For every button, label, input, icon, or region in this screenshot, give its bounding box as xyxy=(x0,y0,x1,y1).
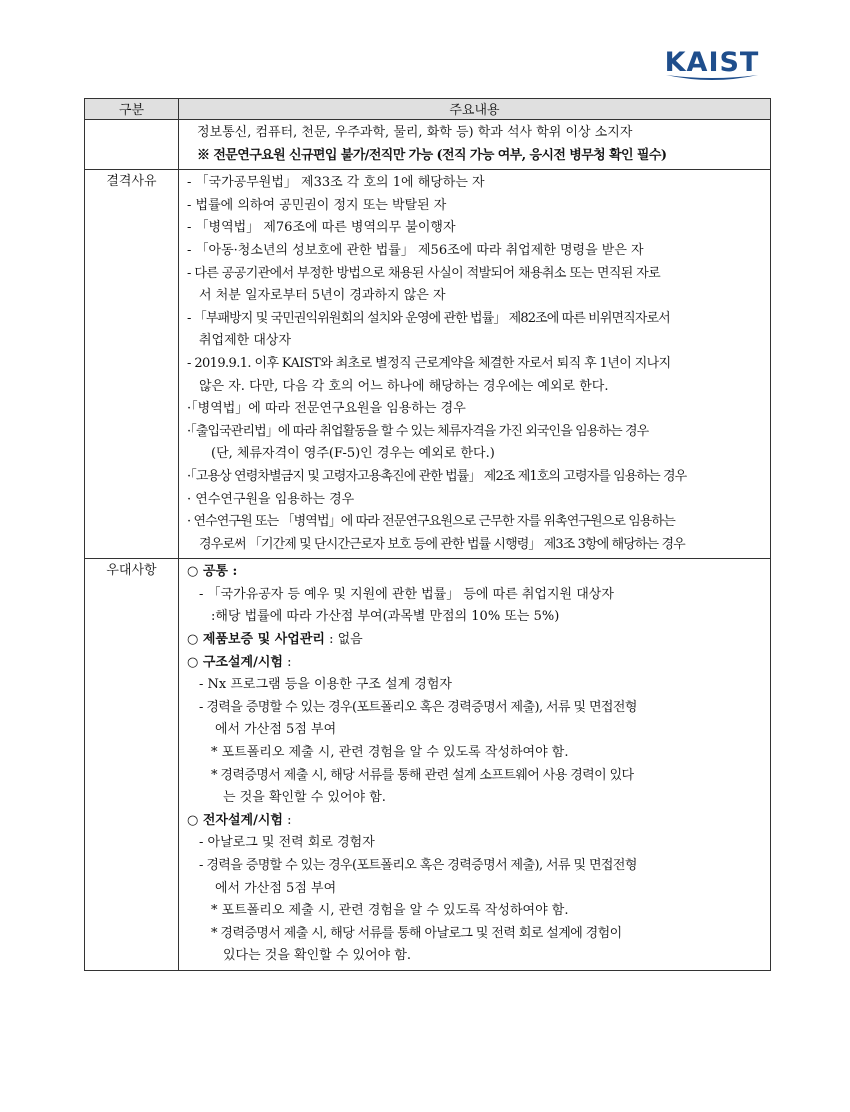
list-item: - 경력을 증명할 수 있는 경우(포트폴리오 혹은 경력증명서 제출), 서류 및 면접전형 xyxy=(199,699,637,715)
section-title-product: ○ 제품보증 및 사업관리 xyxy=(187,632,325,648)
row-content-preferences xyxy=(179,559,771,971)
section-electronic xyxy=(187,810,764,833)
section-colon: : xyxy=(282,654,292,670)
list-item: - 아날로그 및 전력 회로 경험자 xyxy=(199,835,375,851)
list-item-continued: 취업제한 대상자 xyxy=(199,333,292,349)
list-item-continued: 에서 가산점 5점 부여 xyxy=(215,880,337,896)
sub-list-item: ·「병역법」에 따라 전문연구요원을 임용하는 경우 xyxy=(187,401,466,417)
list-item-continued: :해당 법률에 따라 가산점 부여(과목별 만점의 10% 또는 5%) xyxy=(211,609,560,625)
table-row-disqualification xyxy=(85,170,771,559)
section-structural xyxy=(187,652,764,675)
recruitment-table xyxy=(84,98,771,971)
list-item: - 경력을 증명할 수 있는 경우(포트폴리오 혹은 경력증명서 제출), 서류 및 면접전형 xyxy=(199,858,637,873)
row-label-empty xyxy=(85,120,179,170)
section-title-structural: ○ 구조설계/시험 xyxy=(187,654,283,670)
note-item-continued: 있다는 것을 확인할 수 있어야 함. xyxy=(223,948,412,964)
notice-line: ※ 전문연구요원 신규편입 불가/전직만 가능 (전직 가능 여부, 응시전 병무청 확인 필수) xyxy=(197,147,667,163)
logo-swoosh-icon xyxy=(664,72,760,84)
sub-list-item-continued: (단, 체류자격이 영주(F-5)인 경우는 예외로 한다.) xyxy=(211,446,495,462)
list-item: - 법률에 의하여 공민권이 정지 또는 박탈된 자 xyxy=(187,197,447,213)
row-label-preferences: 우대사항 xyxy=(85,559,179,971)
list-item: - 2019.9.1. 이후 KAIST와 최초로 별정직 근로계약을 체결한 자로서 퇴직 후 1년이 지나지 xyxy=(187,355,671,371)
list-item: - 「국가유공자 등 예우 및 지원에 관한 법률」 등에 따른 취업지원 대상자 xyxy=(199,586,614,602)
row-label-disqualification: 결격사유 xyxy=(85,170,179,559)
list-item-continued: 않은 자. 다만, 다음 각 호의 어느 하나에 해당하는 경우에는 예외로 한다. xyxy=(199,378,609,394)
header-category: 구분 xyxy=(85,99,179,120)
logo-text: KAIST xyxy=(664,47,760,78)
list-item: - 「아동·청소년의 성보호에 관한 법률」 제56조에 따라 취업제한 명령을 받은 자 xyxy=(187,242,644,258)
sub-list-item: ·「출입국관리법」에 따라 취업활동을 할 수 있는 체류자격을 가진 외국인을 임용하는 경우 xyxy=(187,423,649,439)
sub-list-item: ·「고용상 연령차별금지 및 고령자고용촉진에 관한 법률」 제2조 제1호의 고령자를 임용하는 경우 xyxy=(187,468,687,484)
note-item: * 경력증명서 제출 시, 해당 서류를 통해 아날로그 및 전력 회로 설계에 경험이 xyxy=(211,925,622,941)
list-item-continued: 에서 가산점 5점 부여 xyxy=(215,722,337,738)
list-item: - 「부패방지 및 국민권익위원회의 설치와 운영에 관한 법률」 제82조에 따른 비위면직자로서 xyxy=(187,310,670,326)
note-item: * 경력증명서 제출 시, 해당 서류를 통해 관련 설계 소프트웨어 사용 경력이 있다 xyxy=(211,767,634,783)
table-row-qualification-tail xyxy=(85,120,771,170)
sub-list-item-continued: 경우로써 「기간제 및 단시간근로자 보호 등에 관한 법률 시행령」 제3조 3항에 해당하는 경우 xyxy=(199,536,685,552)
list-item-continued: 서 처분 일자로부터 5년이 경과하지 않은 자 xyxy=(199,288,446,304)
section-product-assurance xyxy=(187,629,764,652)
row-content-qualification xyxy=(179,120,771,170)
list-item: - Nx 프로그램 등을 이용한 구조 설계 경험자 xyxy=(199,677,452,693)
sub-list-item: · 연수연구원을 임용하는 경우 xyxy=(187,491,355,507)
list-item: - 다른 공공기관에서 부정한 방법으로 채용된 사실이 적발되어 채용취소 또는 면직된 자로 xyxy=(187,265,661,281)
section-title-common: ○ 공통 : xyxy=(187,564,238,580)
section-value-product: : 없음 xyxy=(324,632,363,648)
section-colon: : xyxy=(282,812,292,828)
list-item: - 「국가공무원법」 제33조 각 호의 1에 해당하는 자 xyxy=(187,175,485,191)
note-item-continued: 는 것을 확인할 수 있어야 함. xyxy=(223,790,386,806)
header-main-content: 주요내용 xyxy=(179,99,771,120)
kaist-logo xyxy=(662,47,762,84)
section-title-electronic: ○ 전자설계/시험 xyxy=(187,812,283,828)
table-row-preferences xyxy=(85,559,771,971)
sub-list-item: · 연수연구원 또는 「병역법」에 따라 전문연구요원으로 근무한 자를 위촉연구원으로 임용하는 xyxy=(187,514,675,530)
table-header-row xyxy=(85,99,771,120)
note-item: * 포트폴리오 제출 시, 관련 경험을 알 수 있도록 작성하여야 함. xyxy=(211,903,569,919)
list-item: - 「병역법」 제76조에 따른 병역의무 불이행자 xyxy=(187,220,456,236)
row-content-disqualification xyxy=(179,170,771,559)
list-item: 정보통신, 컴퓨터, 천문, 우주과학, 물리, 화학 등) 학과 석사 학위 이상 소지자 xyxy=(197,125,633,140)
note-item: * 포트폴리오 제출 시, 관련 경험을 알 수 있도록 작성하여야 함. xyxy=(211,745,569,761)
